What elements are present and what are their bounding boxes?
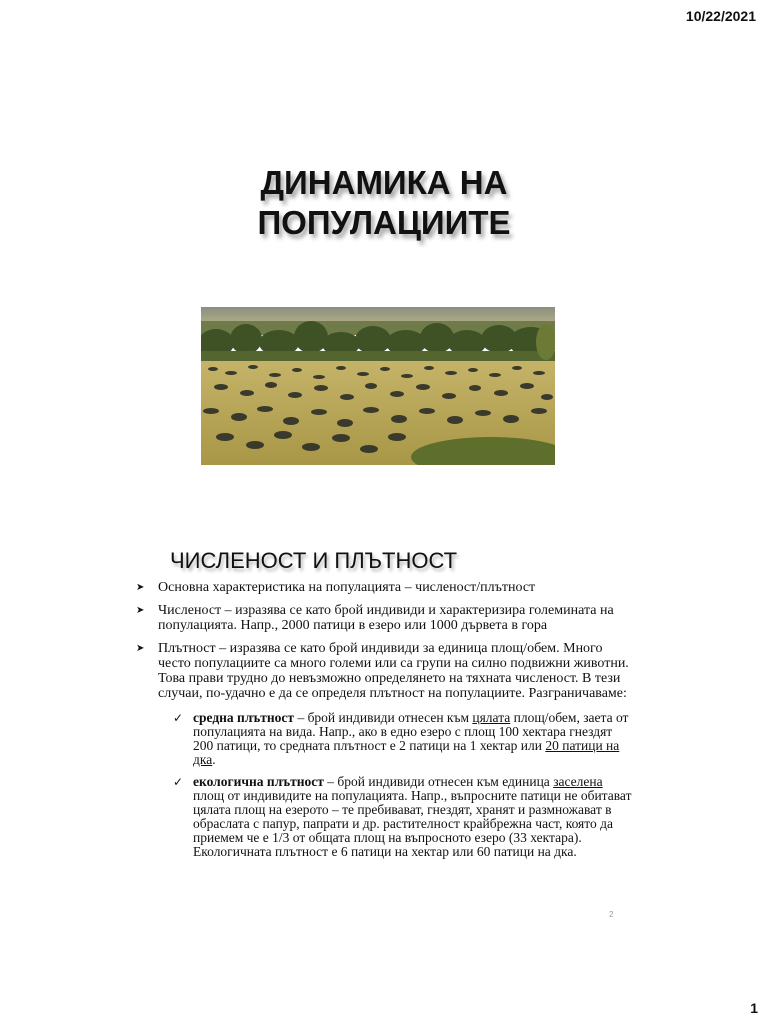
page-number: 1: [750, 1000, 758, 1016]
sub-bullet-list: [158, 711, 634, 859]
list-item: [134, 580, 634, 595]
arrow-bullet-icon: ➤: [136, 605, 145, 616]
bullet-text: Плътност – изразява се като брой индивиди за единица площ/обем. Много често популациите са много големи или са групи на силно подвижни животни. Това прави трудно до невъзможно определянето на тяхната численост. В тези случаи, по-удачно е да се определя плътност на популациите. Разграничаваме:: [158, 641, 629, 701]
section-title: ЧИСЛЕНОСТ И ПЛЪТНОСТ: [170, 548, 458, 573]
checkmark-icon: ✓: [173, 775, 184, 789]
savanna-photo: [201, 307, 555, 465]
list-item: [134, 641, 634, 859]
sub-text: площ от индивидите на популацията. Напр., въпросните патици не обитават цялата площ на езерото – те пребивават, гнездят, хранят и размножават в обраслата с папур, папрати и др. растителност крайбрежна част, която да приемем че е 1/3 от общата площ на въпросното езеро (33 хектара). Екологичната плътност е 6 патици на хектар или 60 патици на дка.: [193, 788, 632, 859]
bullet-list: [134, 580, 634, 867]
underlined-text: заселена: [553, 774, 603, 789]
sub-list-item: [173, 775, 634, 859]
slide-title-line1: ДИНАМИКА НА: [260, 164, 508, 201]
bullet-text: Основна характеристика на популацията – численост/плътност: [158, 580, 536, 595]
print-date: 10/22/2021: [685, 8, 756, 24]
checkmark-icon: ✓: [173, 711, 184, 725]
slide-title: [0, 163, 768, 243]
wildebeest-herd-image: [201, 307, 555, 465]
sub-text: – брой индивиди отнесен към единица: [323, 774, 554, 789]
sub-text: .: [212, 752, 216, 767]
slide-title-line2: ПОПУЛАЦИИТЕ: [257, 204, 511, 241]
list-item: [134, 603, 634, 633]
underlined-text: цялата: [472, 710, 511, 725]
arrow-bullet-icon: ➤: [136, 582, 145, 593]
slide-number: 2: [609, 910, 614, 919]
sub-text: – брой индивиди отнесен към: [294, 710, 473, 725]
sub-text: площ/обем, заета от популацията на вида. Напр., ако в едно езеро с площ 100 хектара гнездят 200 патици, то средната плътност е 2 патици на 1 хектар или: [193, 710, 629, 753]
arrow-bullet-icon: ➤: [136, 643, 145, 654]
term-ecological-density: екологична плътност: [193, 774, 324, 789]
term-average-density: средна плътност: [193, 710, 295, 725]
sub-list-item: [173, 711, 634, 767]
bullet-text: Численост – изразява се като брой индивиди и характеризира големината на популацията. Напр., 2000 патици в езеро или 1000 дървета в гора: [158, 603, 614, 633]
underlined-text: 20 патици на дка: [193, 738, 620, 767]
